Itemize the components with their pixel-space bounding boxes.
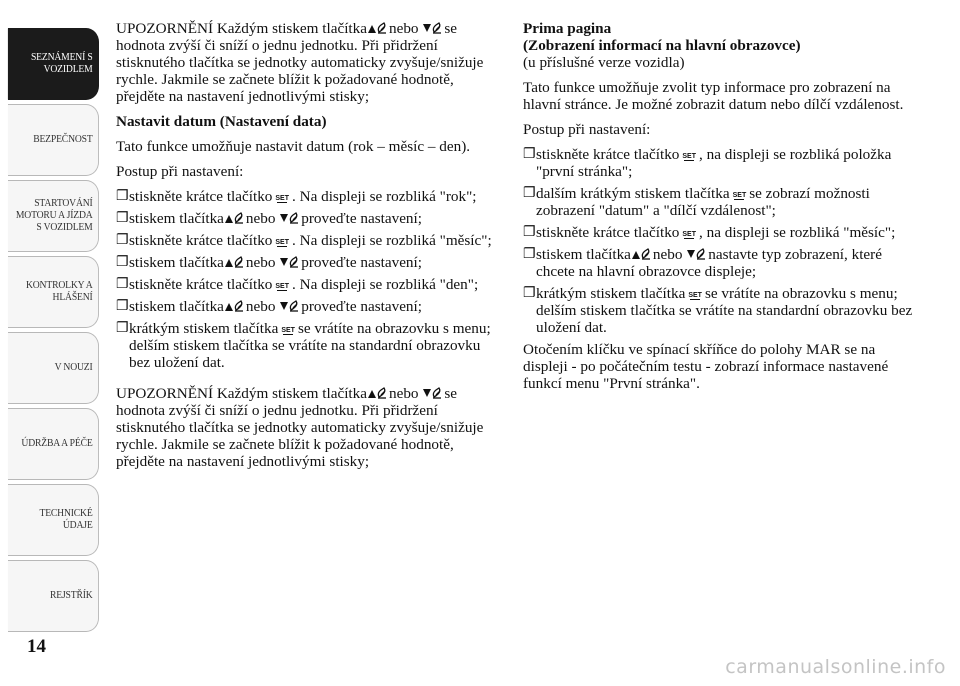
set-key-icon: SET <box>275 195 290 202</box>
first-page-intro: Tato funkce umožňuje zvolit typ informace pro zobrazení na hlavní stránce. Je možné zobrazit datum nebo dílčí vzdálenost. <box>523 79 904 113</box>
list-item: ❐ krátkým stiskem tlačítka SET se vrátíte na obrazovku s menu; delším stiskem tlačítka se vrátíte na standardní obrazovku bez uložení dat. <box>523 285 913 336</box>
first-page-outro: Otočením klíčku ve spínací skříňce do polohy MAR se na displeji - po počátečním testu - zobrazí informace nastavené funkcí menu "První stránka". <box>523 341 889 392</box>
plus-up-key-icon <box>224 255 246 268</box>
plus-up-key-icon <box>631 247 653 260</box>
tab-udrzba-a-pece[interactable]: ÚDRŽBA A PÉČE <box>8 408 99 480</box>
list-item: ❐ stiskem tlačítka nebo proveďte nastavení; <box>116 210 422 227</box>
warning-paragraph-2: UPOZORNĚNÍ Každým stiskem tlačítka nebo se hodnota zvýší či sníží o jednu jednotku. Při přidržení stisknutého tlačítka se jednotky automaticky zvyšuje/snižuje rychle. Jakmile se začnete blížit k požadované hodnotě, přejděte na nastavení jednotlivými stisky; <box>116 385 484 470</box>
plus-up-key-icon <box>367 386 389 399</box>
section-heading-date: Nastavit datum (Nastavení data) <box>116 113 327 130</box>
list-item: ❐ krátkým stiskem tlačítka SET se vrátíte na obrazovku s menu; delším stiskem tlačítka se vrátíte na standardní obrazovku bez uložení dat. <box>116 320 491 371</box>
plus-up-key-icon <box>224 211 246 224</box>
date-intro: Tato funkce umožňuje nastavit datum (rok – měsíc – den). <box>116 138 471 155</box>
first-page-procedure-label: Postup při nastavení: <box>523 121 651 138</box>
set-key-icon: SET <box>682 231 697 238</box>
set-key-icon: SET <box>275 239 290 246</box>
tab-v-nouzi[interactable]: V NOUZI <box>8 332 99 404</box>
tab-startovani-motoru[interactable]: STARTOVÁNÍ MOTORU A JÍZDA S VOZIDLEM <box>8 180 99 252</box>
page-number: 14 <box>27 636 46 657</box>
tab-rejstrik[interactable]: REJSTŘÍK <box>8 560 99 632</box>
tab-kontrolky-a-hlaseni[interactable]: KONTROLKY A HLÁŠENÍ <box>8 256 99 328</box>
list-item: ❐ stiskněte krátce tlačítko SET , na displeji se rozbliká položka "první stránka"; <box>523 146 892 180</box>
list-item: ❐ stiskem tlačítka nebo nastavte typ zobrazení, které chcete na hlavní obrazovce displeje; <box>523 246 882 280</box>
list-item: ❐ stiskněte krátce tlačítko SET . Na displeji se rozbliká "měsíc"; <box>116 232 492 249</box>
list-item: ❐ stiskem tlačítka nebo proveďte nastavení; <box>116 254 422 271</box>
minus-down-key-icon <box>279 299 301 312</box>
minus-down-key-icon <box>279 255 301 268</box>
left-column <box>116 20 494 478</box>
plus-up-key-icon <box>367 21 389 34</box>
minus-down-key-icon <box>686 247 708 260</box>
list-item: ❐ stiskem tlačítka nebo proveďte nastavení; <box>116 298 422 315</box>
list-item: ❐ stiskněte krátce tlačítko SET . Na displeji se rozbliká "rok"; <box>116 188 477 205</box>
set-key-icon: SET <box>682 153 697 160</box>
minus-down-key-icon <box>422 21 444 34</box>
watermark: carmanualsonline.info <box>725 656 946 678</box>
set-key-icon: SET <box>275 283 290 290</box>
tab-technicke-udaje[interactable]: TECHNICKÉ ÚDAJE <box>8 484 99 556</box>
date-procedure-label: Postup při nastavení: <box>116 163 244 180</box>
set-key-icon: SET <box>732 192 747 199</box>
minus-down-key-icon <box>279 211 301 224</box>
section-heading-first-page: Prima pagina (Zobrazení informací na hlavní obrazovce) (u příslušné verze vozidla) <box>523 20 801 71</box>
set-key-icon: SET <box>281 327 295 334</box>
set-key-icon: SET <box>688 292 702 299</box>
minus-down-key-icon <box>422 386 444 399</box>
tab-bezpecnost[interactable]: BEZPEČNOST <box>8 104 99 176</box>
right-column <box>523 20 913 400</box>
list-item: ❐ dalším krátkým stiskem tlačítka SET se zobrazí možnosti zobrazení "datum" a "dílčí vzdálenost"; <box>523 185 870 219</box>
plus-up-key-icon <box>224 299 246 312</box>
tab-seznameni-s-vozidlem[interactable]: SEZNÁMENÍ S VOZIDLEM <box>8 28 99 100</box>
list-item: ❐ stiskněte krátce tlačítko SET . Na displeji se rozbliká "den"; <box>116 276 479 293</box>
list-item: ❐ stiskněte krátce tlačítko SET , na displeji se rozbliká "měsíc"; <box>523 224 896 241</box>
warning-paragraph-1: UPOZORNĚNÍ Každým stiskem tlačítka nebo se hodnota zvýší či sníží o jednu jednotku. Při přidržení stisknutého tlačítka se jednotky automaticky zvyšuje/snižuje rychle. Jakmile se začnete blížit k požadované hodnotě, přejděte na nastavení jednotlivými stisky; <box>116 20 484 105</box>
